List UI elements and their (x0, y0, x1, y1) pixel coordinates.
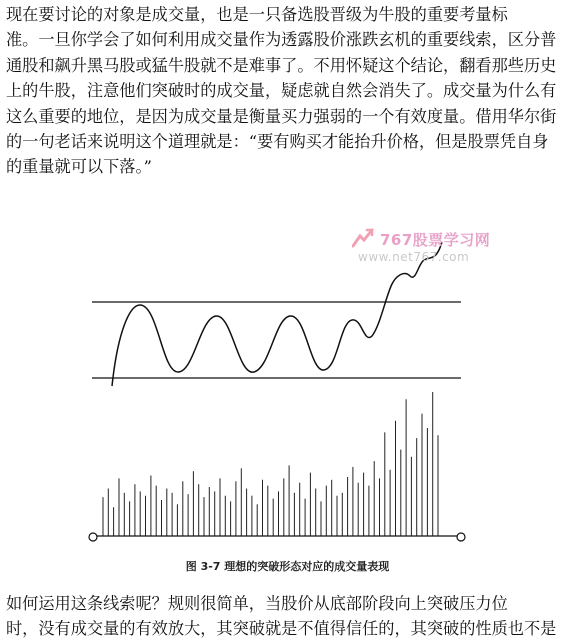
baseline-left-end (89, 533, 97, 541)
watermark-url: www.net767.com (358, 250, 470, 264)
text-line: 准。一旦你学会了如何利用成交量作为透露股价涨跌玄机的重要线索，区分普 (6, 30, 557, 50)
figure-caption: 图 3-7 理想的突破形态对应的成交量表现 (185, 560, 390, 573)
text-line: 如何运用这条线索呢？规则很简单，当股价从底部阶段向上突破压力位 (6, 594, 508, 613)
text-line: 这么重要的地位，是因为成交量是衡量买力强弱的一个有效度量。借用华尔街 (6, 106, 557, 126)
volume-bars (103, 392, 438, 536)
body-paragraph-2 (6, 591, 572, 642)
watermark-title: 767股票学习网 (380, 231, 491, 249)
text-line: 上的牛股，注意他们突破时的成交量，疑虑就自然会消失了。成交量为什么有 (6, 81, 557, 101)
text-line: 的重量就可以下落。” (6, 157, 152, 177)
watermark-logo-icon (352, 228, 374, 248)
text-line: 的一句老话来说明这个道理就是：“要有购买才能抬升价格，但是股票凭自身 (6, 132, 549, 152)
text-line: 现在要讨论的对象是成交量，也是一只备选股晋级为牛股的重要考量标 (6, 5, 508, 24)
text-line: 时，没有成交量的有效放大，其突破就是不值得信任的，其突破的性质也不是 (6, 619, 557, 639)
text-line: 通股和飙升黑马股或猛牛股就不是难事了。不用怀疑这个结论，翻看那些历史 (6, 55, 557, 75)
baseline-right-end (457, 533, 465, 541)
